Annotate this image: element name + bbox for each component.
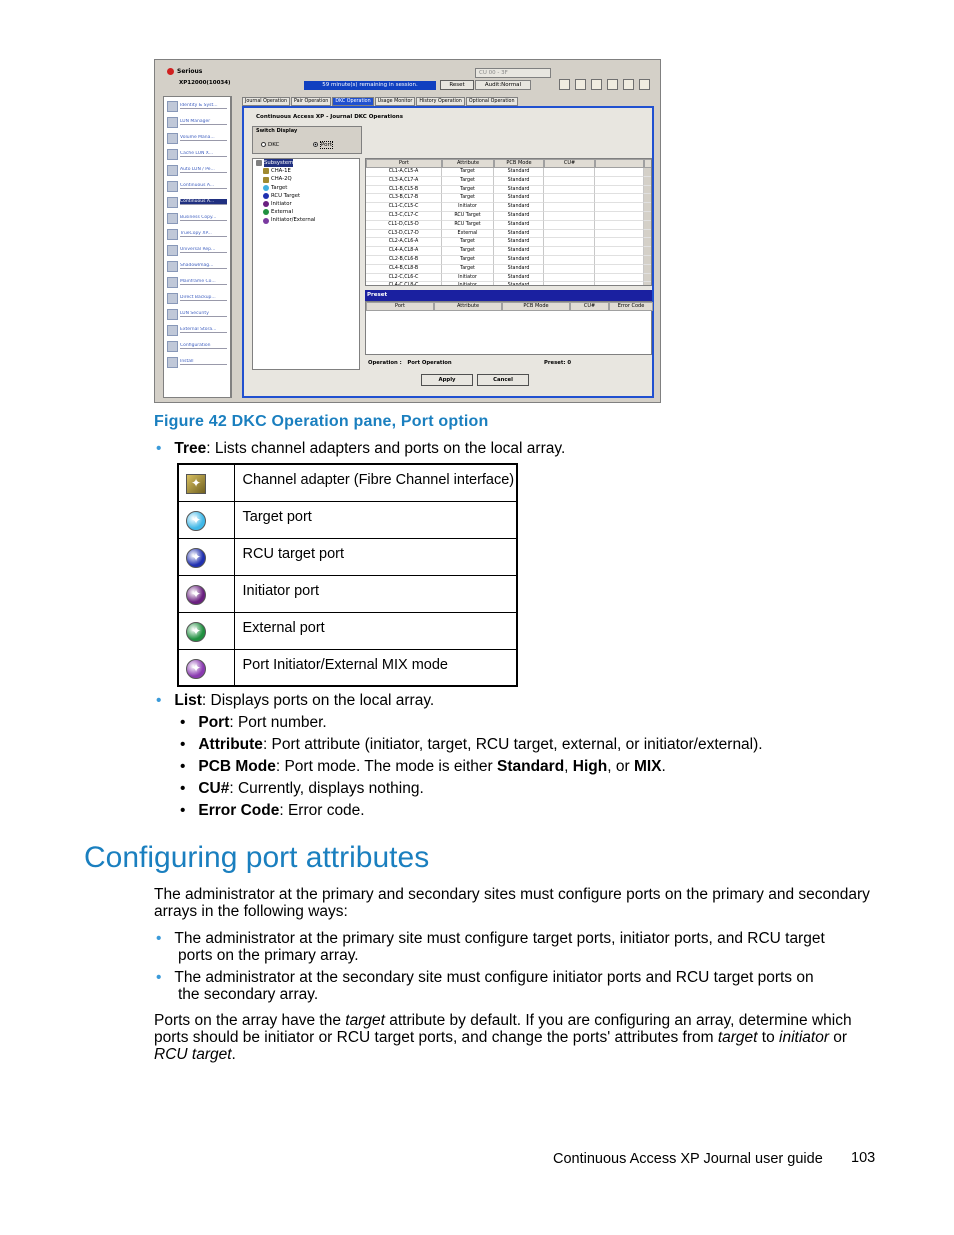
sidebar-item-label: Business Copy...: [180, 215, 227, 221]
sidebar-item[interactable]: [167, 323, 227, 337]
table-cell: CL3-C,CL7-C: [366, 212, 442, 221]
search-icon[interactable]: [607, 79, 618, 90]
legend-row: [178, 464, 517, 501]
sidebar-item[interactable]: [167, 259, 227, 273]
tree-node-icon: [256, 160, 262, 166]
table-cell: [544, 221, 595, 230]
pcb-mode-subbullet: • PCB Mode: Port mode. The mode is either Standard, High, or MIX.: [180, 758, 666, 775]
sidebar-item[interactable]: [167, 99, 227, 113]
bullet-icon: •: [156, 692, 162, 709]
legend-row: [178, 612, 517, 649]
sidebar-item-label: Install: [180, 359, 227, 365]
table-cell: [595, 194, 644, 203]
list-term: List: [174, 692, 202, 709]
sidebar-item[interactable]: [167, 227, 227, 241]
sidebar-item[interactable]: [167, 195, 227, 209]
table-cell: [544, 177, 595, 186]
scrollbar-track[interactable]: [644, 265, 652, 274]
list-bullet: [156, 692, 434, 710]
program-icon: [167, 341, 178, 352]
sidebar-item[interactable]: [167, 179, 227, 193]
table-cell: [544, 212, 595, 221]
tree-node-icon: [263, 218, 269, 224]
column-header[interactable]: Port: [366, 159, 442, 168]
table-cell: Standard: [494, 247, 544, 256]
table-cell: Standard: [494, 238, 544, 247]
scrollbar-track[interactable]: [644, 186, 652, 195]
program-icon: [167, 229, 178, 240]
table-cell: CL4-C,CL8-C: [366, 282, 442, 286]
table-cell: Standard: [494, 282, 544, 286]
tools-icon[interactable]: [591, 79, 602, 90]
sidebar-item-label: External Stora...: [180, 327, 227, 333]
table-cell: [544, 265, 595, 274]
sidebar-item-label: ShadowImag...: [180, 263, 227, 269]
program-icon: [167, 245, 178, 256]
preset-header: Preset: [365, 290, 652, 301]
column-header[interactable]: [595, 159, 644, 168]
table-cell: External: [442, 230, 494, 239]
tree-node-icon: [263, 209, 269, 215]
table-cell: Standard: [494, 212, 544, 221]
tree-node[interactable]: [253, 192, 359, 200]
table-cell: CL1-B,CL5-B: [366, 186, 442, 195]
sidebar-item[interactable]: [167, 307, 227, 321]
scrollbar-track[interactable]: [644, 282, 652, 286]
sidebar-item[interactable]: [167, 131, 227, 145]
legend-row: [178, 501, 517, 538]
table-cell: Initiator: [442, 203, 494, 212]
table-cell: [595, 230, 644, 239]
table-cell: CL2-C,CL6-C: [366, 274, 442, 283]
table-cell: Target: [442, 265, 494, 274]
table-cell: Target: [442, 186, 494, 195]
panel-title: Continuous Access XP - Journal DKC Operations: [256, 114, 403, 120]
scrollbar-corner: [644, 159, 652, 168]
column-header[interactable]: Attribute: [442, 159, 494, 168]
legend-label: Target port: [234, 501, 517, 538]
table-cell: [544, 186, 595, 195]
sidebar-item[interactable]: [167, 211, 227, 225]
bullet-secondary-cont: the secondary array.: [178, 986, 319, 1003]
tree-node-label: RCU Target: [271, 192, 301, 199]
sidebar-item-label: Continuous A...: [180, 199, 227, 205]
program-icon: [167, 357, 178, 368]
tree-node[interactable]: [253, 184, 359, 192]
port-list-grid: [366, 159, 651, 286]
table-cell: [595, 168, 644, 177]
table-cell: CL1-C,CL5-C: [366, 203, 442, 212]
sidebar-item[interactable]: [167, 339, 227, 353]
tree-node-icon: [263, 168, 269, 174]
column-header[interactable]: Error Code: [609, 302, 653, 311]
program-icon: [167, 261, 178, 272]
table-cell: RCU Target: [442, 212, 494, 221]
legend-label: Port Initiator/External MIX mode: [234, 649, 517, 686]
tab[interactable]: Pair Operation: [291, 97, 331, 106]
legend-icon-cell: [178, 538, 234, 575]
rcu-target-port-icon: [186, 548, 206, 568]
tree-node[interactable]: [253, 175, 359, 183]
program-icon: [167, 277, 178, 288]
legend-icon-cell: [178, 501, 234, 538]
tree-bullet: [156, 440, 565, 458]
tree-node[interactable]: [253, 208, 359, 216]
tree-node-label: Initiator/External: [271, 217, 316, 224]
column-header[interactable]: CU#: [544, 159, 595, 168]
tree-node-label: Target: [271, 184, 288, 191]
table-cell: [544, 168, 595, 177]
table-cell: [544, 282, 595, 286]
page-number: 103: [851, 1150, 876, 1166]
session-timer: 59 minute(s) remaining in session.: [304, 81, 436, 90]
scrollbar-track[interactable]: [644, 212, 652, 221]
table-cell: [544, 247, 595, 256]
operation-line: [368, 360, 652, 366]
sidebar: [163, 96, 231, 398]
legend-icon-cell: [178, 612, 234, 649]
tab[interactable]: History Operation: [416, 97, 464, 106]
attribute-subbullet: • Attribute: Port attribute (initiator, target, RCU target, external, or initiator/external).: [180, 736, 763, 753]
program-icon: [167, 325, 178, 336]
legend-row: [178, 575, 517, 612]
scrollbar-track[interactable]: [644, 247, 652, 256]
mix-mode-port-icon: [186, 659, 206, 679]
table-cell: Standard: [494, 194, 544, 203]
toolbar-icons: [559, 79, 650, 90]
table-cell: CL2-A,CL6-A: [366, 238, 442, 247]
table-cell: Target: [442, 168, 494, 177]
table-cell: CL3-D,CL7-D: [366, 230, 442, 239]
sidebar-item-label: Continuous A...: [180, 183, 227, 189]
table-cell: Standard: [494, 274, 544, 283]
table-cell: Standard: [494, 186, 544, 195]
sidebar-item-label: Mainframe Co...: [180, 279, 227, 285]
tree-text: : Lists channel adapters and ports on the local array.: [206, 440, 566, 457]
figure-caption: Figure 42 DKC Operation pane, Port option: [154, 413, 489, 430]
preset-count: Preset: 0: [544, 360, 572, 366]
footer-title: Continuous Access XP Journal user guide: [553, 1151, 823, 1167]
table-cell: Standard: [494, 265, 544, 274]
column-header[interactable]: Attribute: [434, 302, 502, 311]
legend-icon-cell: [178, 464, 234, 501]
table-cell: [595, 265, 644, 274]
scrollbar-track[interactable]: [644, 238, 652, 247]
table-cell: Standard: [494, 168, 544, 177]
bullet-primary-cont: ports on the primary array.: [178, 947, 359, 964]
preset-list: [365, 301, 652, 355]
closing-paragraph: Ports on the array have the target attribute by default. If you are configuring an array, determine which ports should be initiator or RCU target ports, and change the ports' attributes from target to initiator or RCU target.: [154, 1012, 852, 1063]
table-cell: [595, 186, 644, 195]
column-header[interactable]: PCB Mode: [494, 159, 544, 168]
tree-node-label: CHA-1E: [271, 168, 291, 175]
table-cell: [544, 230, 595, 239]
sidebar-item[interactable]: [167, 291, 227, 305]
tree-node-label: Initiator: [271, 201, 292, 208]
sidebar-item-label: Direct Backup...: [180, 295, 227, 301]
table-cell: CL4-B,CL8-B: [366, 265, 442, 274]
port-tree: [252, 158, 360, 370]
channel-adapter-icon: [186, 474, 206, 494]
column-header[interactable]: PCB Mode: [502, 302, 570, 311]
legend-label: External port: [234, 612, 517, 649]
reset-button[interactable]: Reset: [440, 80, 474, 90]
sidebar-item-label: TrueCopy XP...: [180, 231, 227, 237]
table-cell: Standard: [494, 177, 544, 186]
table-cell: [595, 238, 644, 247]
scrollbar-track[interactable]: [644, 230, 652, 239]
tree-node-label: CHA-2Q: [271, 176, 292, 183]
operation-value: Port Operation: [407, 360, 452, 366]
switch-display-group: [252, 126, 362, 154]
operation-label: Operation :: [368, 360, 402, 366]
sidebar-item-label: LUN Manager: [180, 119, 227, 125]
alert-icon[interactable]: [575, 79, 586, 90]
table-cell: [544, 194, 595, 203]
table-cell: CL1-D,CL5-D: [366, 221, 442, 230]
dkc-radio[interactable]: DKC: [261, 142, 279, 148]
table-cell: CL2-B,CL6-B: [366, 256, 442, 265]
sidebar-item-label: Universal Rep...: [180, 247, 227, 253]
tree-term: Tree: [174, 440, 207, 457]
sidebar-item[interactable]: [167, 115, 227, 129]
table-cell: Target: [442, 177, 494, 186]
sidebar-item[interactable]: [167, 163, 227, 177]
tab-bar: [242, 97, 518, 106]
column-header[interactable]: Port: [366, 302, 434, 311]
table-cell: Initiator: [442, 274, 494, 283]
port-radio[interactable]: Port: [313, 142, 333, 148]
tab[interactable]: Usage Monitor: [375, 97, 416, 106]
tree-node-label: Subsystem: [264, 160, 294, 166]
array-model: XP12000(10034): [179, 80, 231, 86]
tree-node[interactable]: [253, 167, 359, 175]
table-cell: Target: [442, 194, 494, 203]
table-cell: Target: [442, 247, 494, 256]
sidebar-item-label: Cache LUN X...: [180, 151, 227, 157]
sidebar-item-label: Identity & Syst...: [180, 103, 227, 109]
table-cell: [595, 203, 644, 212]
sidebar-item-label: LUN Security: [180, 311, 227, 317]
table-cell: Standard: [494, 203, 544, 212]
export-icon[interactable]: [623, 79, 634, 90]
bullet-icon: •: [156, 440, 162, 457]
tree-node[interactable]: [253, 216, 359, 224]
sidebar-item[interactable]: [167, 275, 227, 289]
preset-grid: [366, 302, 651, 311]
scrollbar-track[interactable]: [644, 168, 652, 177]
tree-node-icon: [263, 185, 269, 191]
legend-label: Initiator port: [234, 575, 517, 612]
dkc-operation-screenshot: [154, 59, 661, 403]
help-icon[interactable]: [559, 79, 570, 90]
tab[interactable]: Journal Operation: [242, 97, 290, 106]
legend-label: RCU target port: [234, 538, 517, 575]
cu-subbullet: • CU#: Currently, displays nothing.: [180, 780, 424, 797]
bullet-primary: • The administrator at the primary site must configure target ports, initiator ports, and RCU target: [156, 930, 825, 947]
table-cell: Target: [442, 256, 494, 265]
status-icon: [167, 68, 174, 75]
target-port-icon: [186, 511, 206, 531]
table-cell: [544, 203, 595, 212]
list-text: : Displays ports on the local array.: [201, 692, 435, 709]
legend-icon-cell: [178, 575, 234, 612]
cancel-button[interactable]: Cancel: [477, 374, 529, 386]
table-cell: [595, 177, 644, 186]
scrollbar-track[interactable]: [644, 274, 652, 283]
table-cell: Target: [442, 238, 494, 247]
legend-row: [178, 538, 517, 575]
program-icon: [167, 293, 178, 304]
legend-label: Channel adapter (Fibre Channel interface): [234, 464, 517, 501]
program-icon: [167, 133, 178, 144]
sidebar-item-label: Volume Mana...: [180, 135, 227, 141]
window-icon[interactable]: [639, 79, 650, 90]
program-icon: [167, 181, 178, 192]
table-cell: [595, 282, 644, 286]
tree-node[interactable]: [253, 159, 359, 167]
program-icon: [167, 149, 178, 160]
program-icon: [167, 309, 178, 320]
table-cell: [595, 221, 644, 230]
table-cell: Initiator: [442, 282, 494, 286]
dkc-operations-panel: [242, 106, 654, 398]
sidebar-item-label: Auto LUN / Pe...: [180, 167, 227, 173]
table-cell: Standard: [494, 221, 544, 230]
legend-icon-cell: [178, 649, 234, 686]
sidebar-item-label: Configuration: [180, 343, 227, 349]
tree-node-label: External: [271, 209, 293, 216]
tree-node-icon: [263, 201, 269, 207]
scrollbar-track[interactable]: [644, 177, 652, 186]
switch-display-legend: Switch Display: [256, 128, 298, 134]
cu-select[interactable]: CU 00 - 3F: [475, 68, 551, 78]
scrollbar-track[interactable]: [644, 194, 652, 203]
bullet-secondary: • The administrator at the secondary site must configure initiator ports and RCU target ports on: [156, 969, 814, 986]
sidebar-item[interactable]: [167, 355, 227, 369]
tab[interactable]: DKC Operation: [332, 97, 373, 106]
intro-paragraph: The administrator at the primary and secondary sites must configure ports on the primary and secondary arrays in the following ways:: [154, 886, 870, 920]
scrollbar-track[interactable]: [644, 256, 652, 265]
table-cell: [544, 274, 595, 283]
tree-node-icon: [263, 193, 269, 199]
initiator-port-icon: [186, 585, 206, 605]
program-icon: [167, 117, 178, 128]
table-cell: Standard: [494, 256, 544, 265]
table-cell: [544, 238, 595, 247]
legend-row: [178, 649, 517, 686]
scrollbar-track[interactable]: [644, 221, 652, 230]
scrollbar-track[interactable]: [644, 203, 652, 212]
sidebar-item[interactable]: [167, 147, 227, 161]
program-icon: [167, 213, 178, 224]
table-cell: [595, 247, 644, 256]
status-indicator: Serious: [167, 68, 202, 75]
table-cell: [595, 274, 644, 283]
icon-legend-table: [177, 463, 518, 687]
apply-button[interactable]: Apply: [421, 374, 473, 386]
tree-node-icon: [263, 177, 269, 183]
port-subbullet: • Port: Port number.: [180, 714, 327, 731]
tree-node[interactable]: [253, 200, 359, 208]
table-cell: CL3-A,CL7-A: [366, 177, 442, 186]
program-icon: [167, 197, 178, 208]
sidebar-scrollbar[interactable]: [231, 96, 238, 398]
program-icon: [167, 101, 178, 112]
program-icon: [167, 165, 178, 176]
table-cell: CL3-B,CL7-B: [366, 194, 442, 203]
external-port-icon: [186, 622, 206, 642]
table-cell: RCU Target: [442, 221, 494, 230]
table-cell: [544, 256, 595, 265]
sidebar-item[interactable]: [167, 243, 227, 257]
table-cell: [595, 256, 644, 265]
table-cell: CL1-A,CL5-A: [366, 168, 442, 177]
audit-status: Audit:Normal: [475, 80, 531, 90]
error-code-subbullet: • Error Code: Error code.: [180, 802, 365, 819]
column-header[interactable]: CU#: [570, 302, 609, 311]
port-list: [365, 158, 652, 286]
table-cell: [595, 212, 644, 221]
table-cell: CL4-A,CL8-A: [366, 247, 442, 256]
tab[interactable]: Optional Operation: [466, 97, 518, 106]
section-heading: Configuring port attributes: [84, 841, 430, 874]
table-cell: Standard: [494, 230, 544, 239]
